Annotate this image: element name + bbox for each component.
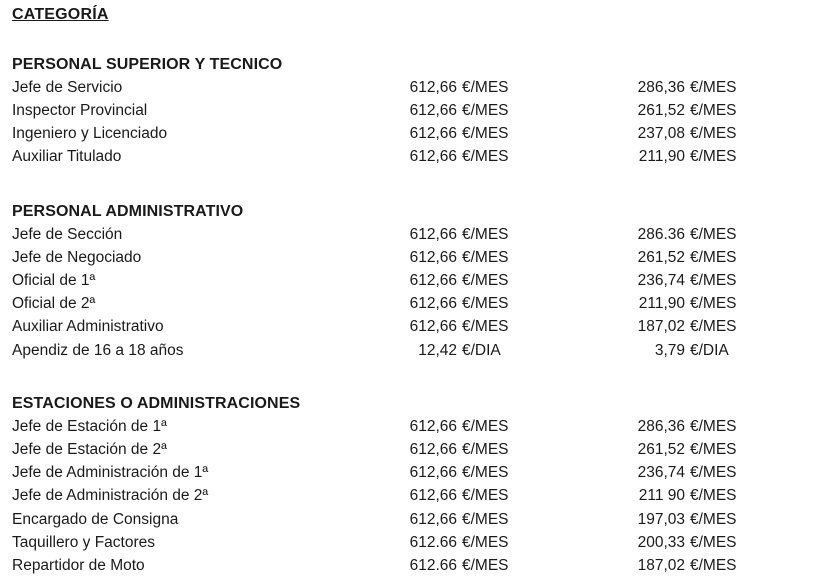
category-name: Jefe de Administración de 2ª	[12, 487, 209, 504]
unit-2: €/MES	[690, 148, 737, 165]
value-2: 3,79	[654, 342, 685, 359]
table-row	[0, 342, 837, 365]
unit-1: €/MES	[462, 534, 509, 551]
category-name: Ingeniero y Licenciado	[12, 125, 168, 142]
table-row	[0, 79, 837, 102]
unit-1: €/MES	[462, 148, 509, 165]
table-row	[0, 511, 837, 534]
value-2: 261,52	[637, 441, 685, 458]
category-name: Inspector Provincial	[12, 102, 148, 119]
table-row	[0, 102, 837, 125]
unit-1: €/MES	[462, 557, 509, 574]
value-1: 612,66	[409, 272, 457, 289]
value-2: 286,36	[637, 79, 685, 96]
category-name: Jefe de Negociado	[12, 249, 142, 266]
value-1: 612,66	[409, 125, 457, 142]
unit-1: €/MES	[462, 102, 509, 119]
unit-2: €/MES	[690, 418, 737, 435]
value-1: 612,66	[409, 148, 457, 165]
category-name: Auxiliar Titulado	[12, 148, 122, 165]
value-2: 286,36	[637, 418, 685, 435]
category-name: Jefe de Estación de 2ª	[12, 441, 167, 458]
category-name: Encargado de Consigna	[12, 511, 179, 528]
unit-2: €/MES	[690, 487, 737, 504]
value-2: 197,03	[637, 511, 685, 528]
table-row	[0, 418, 837, 441]
unit-2: €/MES	[690, 295, 737, 312]
value-2: 261,52	[637, 102, 685, 119]
category-name: Repartidor de Moto	[12, 557, 145, 574]
unit-1: €/MES	[462, 79, 509, 96]
unit-2: €/MES	[690, 102, 737, 119]
unit-1: €/MES	[462, 441, 509, 458]
unit-2: €/MES	[690, 511, 737, 528]
value-2: 211 90	[638, 487, 685, 504]
unit-2: €/MES	[690, 125, 737, 142]
unit-1: €/MES	[462, 511, 509, 528]
value-1: 612,66	[409, 464, 457, 481]
unit-1: €/MES	[462, 318, 509, 335]
value-2: 211,90	[638, 295, 685, 312]
table-row	[0, 295, 837, 318]
value-1: 612.66	[409, 534, 457, 551]
unit-2: €/MES	[690, 318, 737, 335]
unit-2: €/MES	[690, 272, 737, 289]
table-row	[0, 441, 837, 464]
table-row	[0, 557, 837, 580]
category-name: Jefe de Sección	[12, 226, 123, 243]
table-row	[0, 148, 837, 171]
unit-1: €/MES	[462, 487, 509, 504]
value-2: 187,02	[637, 318, 685, 335]
value-2: 261,52	[637, 249, 685, 266]
value-2: 187,02	[637, 557, 685, 574]
category-name: Apendiz de 16 a 18 años	[12, 342, 184, 359]
value-2: 236,74	[637, 272, 685, 289]
category-name: Auxiliar Administrativo	[12, 318, 164, 335]
value-2: 200,33	[637, 534, 685, 551]
category-name: Jefe de Servicio	[12, 79, 123, 96]
value-1: 612,66	[409, 511, 457, 528]
value-1: 612,66	[409, 102, 457, 119]
value-2: 236,74	[637, 464, 685, 481]
value-1: 612,66	[409, 418, 457, 435]
table-row	[0, 249, 837, 272]
table-row	[0, 487, 837, 510]
value-1: 612,66	[409, 79, 457, 96]
unit-2: €/MES	[690, 557, 737, 574]
value-1: 612,66	[409, 226, 457, 243]
unit-1: €/MES	[462, 249, 509, 266]
unit-2: €/DIA	[690, 342, 729, 359]
value-1: 612,66	[409, 441, 457, 458]
unit-1: €/MES	[462, 272, 509, 289]
table-row	[0, 125, 837, 148]
table-row	[0, 318, 837, 341]
category-name: Taquillero y Factores	[12, 534, 156, 551]
value-1: 612,66	[409, 318, 457, 335]
category-name: Oficial de 2ª	[12, 295, 96, 312]
category-name: Jefe de Estación de 1ª	[12, 418, 167, 435]
table-row	[0, 272, 837, 295]
unit-2: €/MES	[690, 534, 737, 551]
value-2: 286.36	[637, 226, 685, 243]
value-2: 211,90	[638, 148, 685, 165]
value-2: 237,08	[637, 125, 685, 142]
value-1: 612,66	[409, 295, 457, 312]
section-title: PERSONAL SUPERIOR Y TECNICO	[12, 56, 283, 73]
value-1: 612,66	[409, 249, 457, 266]
value-1: 612,66	[409, 487, 457, 504]
section-title: PERSONAL ADMINISTRATIVO	[12, 203, 244, 220]
unit-1: €/DIA	[462, 342, 501, 359]
unit-2: €/MES	[690, 249, 737, 266]
unit-2: €/MES	[690, 79, 737, 96]
unit-2: €/MES	[690, 226, 737, 243]
table-row	[0, 226, 837, 249]
value-1: 12,42	[418, 342, 457, 359]
table-row	[0, 464, 837, 487]
page-heading: CATEGORÍA	[12, 6, 109, 23]
value-1: 612.66	[409, 557, 457, 574]
unit-1: €/MES	[462, 464, 509, 481]
unit-1: €/MES	[462, 418, 509, 435]
category-name: Jefe de Administración de 1ª	[12, 464, 209, 481]
category-name: Oficial de 1ª	[12, 272, 96, 289]
unit-1: €/MES	[462, 295, 509, 312]
table-row	[0, 534, 837, 557]
section-title: ESTACIONES O ADMINISTRACIONES	[12, 395, 301, 412]
unit-2: €/MES	[690, 441, 737, 458]
unit-1: €/MES	[462, 226, 509, 243]
unit-1: €/MES	[462, 125, 509, 142]
unit-2: €/MES	[690, 464, 737, 481]
